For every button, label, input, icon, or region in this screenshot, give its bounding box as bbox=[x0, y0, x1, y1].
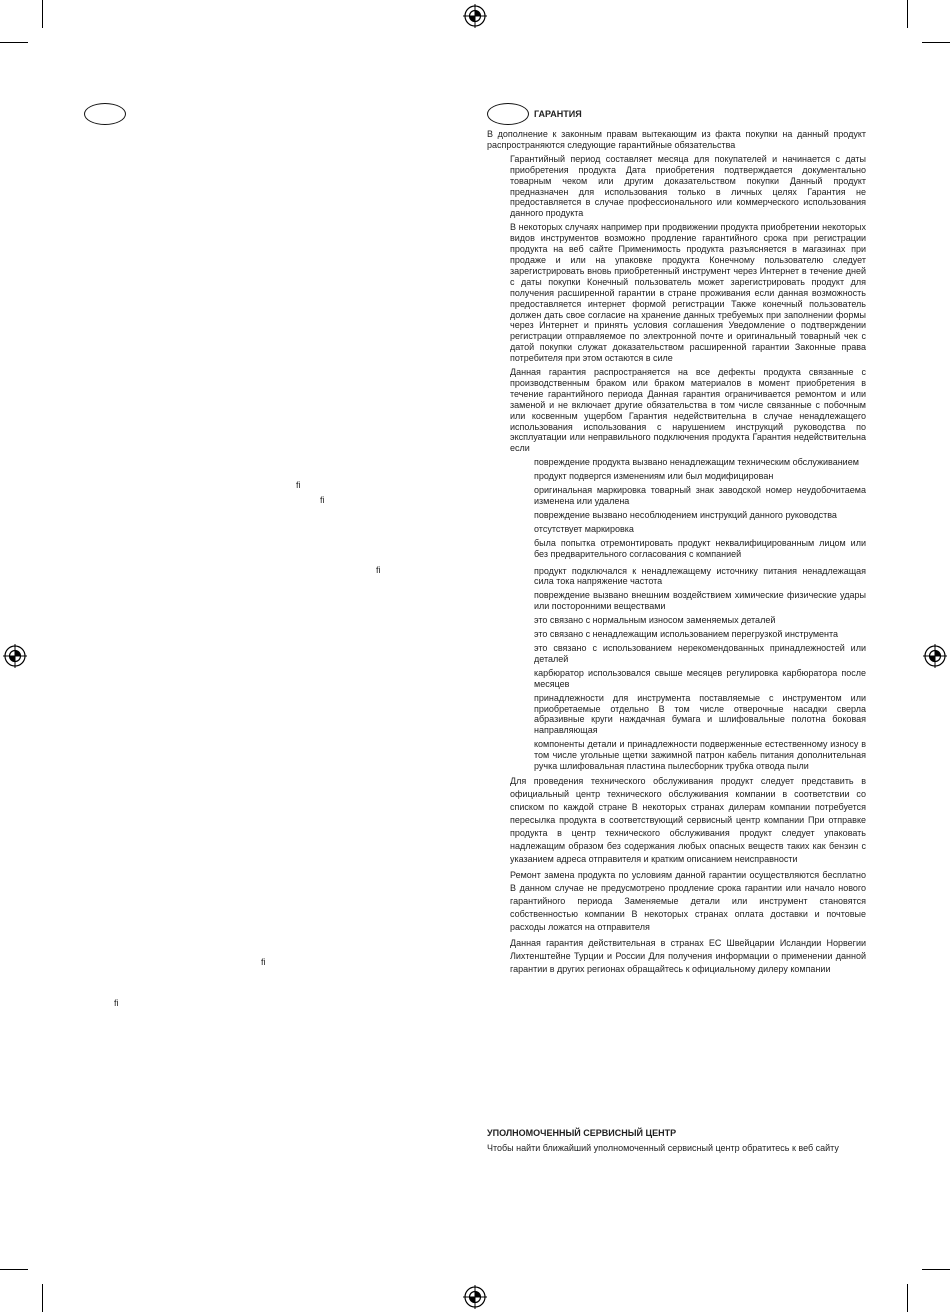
warranty-paragraph: Данная гарантия распространяется на все дефекты продукта связанные с производственным браком или браком материалов в момент приобретения в течение гарантийного периода Данная гарантия ограничивается ремонтом и или заменой и не включает другие обязательства в том числе связанные с побочным или косвенным ущербом Гарантия недействительна в случае ненадлежащего использования использования с нарушением инструкций руководства по эксплуатации или неправильного подключения продукта Гарантия недействительна если bbox=[510, 367, 866, 454]
registration-mark-top-icon bbox=[463, 4, 487, 28]
language-tab-left-oval bbox=[84, 103, 126, 125]
crop-mark-top-left-v bbox=[42, 0, 43, 28]
warranty-condition: повреждение продукта вызвано ненадлежащим техническим обслуживанием bbox=[534, 457, 859, 468]
warranty-condition: это связано с нормальным износом заменяемых деталей bbox=[534, 615, 776, 626]
service-center-text: Чтобы найти ближайший уполномоченный сервисный центр обратитесь к веб сайту bbox=[487, 1143, 839, 1153]
service-paragraph: Данная гарантия действительная в странах ЕС Швейцарии Исландии Норвегии Лихтенштейне Турции и России Для получения информации о применении данной гарантии в других регионах обращайтесь к официальному дилеру компании bbox=[510, 937, 866, 974]
warranty-condition: была попытка отремонтировать продукт неквалифицированным лицом или без предварительного согласования с компанией bbox=[534, 537, 866, 559]
service-paragraph: Ремонт замена продукта по условиям данной гарантии осуществляются бесплатно В данном случае не предусмотрено продление срока гарантии или начало нового гарантийного периода Заменяемые детали или инструмент становятся собственностью компании В некоторых странах оплата доставки и почтовые расходы ложатся на отправителя bbox=[510, 869, 866, 932]
warranty-condition: продукт подключался к ненадлежащему источнику питания ненадлежащая сила тока напряжение частота bbox=[534, 565, 866, 587]
warranty-condition: принадлежности для инструмента поставляемые с инструментом или приобретаемые отдельно В том числе отверочные насадки сверла абразивные круги наждачная бумага и шлифовальные полотна боковая направляющая bbox=[534, 692, 866, 736]
registration-mark-bottom-icon bbox=[463, 1285, 487, 1309]
stray-mark: fi bbox=[296, 480, 301, 490]
service-center-title: УПОЛНОМОЧЕННЫЙ СЕРВИСНЫЙ ЦЕНТР bbox=[487, 1128, 677, 1138]
warranty-intro: В дополнение к законным правам вытекающим из факта покупки на данный продукт распространяются следующие гарантийные обязательства bbox=[487, 129, 866, 150]
warranty-condition: карбюратор использовался свыше месяцев регулировка карбюратора после месяцев bbox=[534, 667, 866, 689]
registration-mark-right-icon bbox=[923, 644, 947, 668]
stray-mark: fi bbox=[114, 998, 119, 1008]
warranty-condition: продукт подвергся изменениям или был модифицирован bbox=[534, 471, 774, 482]
crop-mark-bottom-right-v bbox=[907, 1284, 908, 1312]
stray-mark: fi bbox=[261, 957, 266, 967]
registration-mark-left-icon bbox=[3, 644, 27, 668]
warranty-title: ГАРАНТИЯ bbox=[534, 109, 582, 119]
service-paragraph: Для проведения технического обслуживания продукт следует представить в официальный центр технического обслуживания компании в соответствии со списком по каждой стране В некоторых странах дилерам компании потребуется пересылка продукта в соответствующий сервисный центр компании При отправке продукта в центр технического обслуживания продукт следует упаковать надлежащим образом без содержания любых опасных веществ таких как бензин с указанием адреса отправителя и кратким описанием неисправности bbox=[510, 775, 866, 864]
crop-mark-top-right-h bbox=[922, 42, 950, 43]
crop-mark-bottom-left-h bbox=[0, 1269, 28, 1270]
stray-mark: fi bbox=[376, 565, 381, 575]
crop-mark-top-left-h bbox=[0, 42, 28, 43]
warranty-condition: компоненты детали и принадлежности подверженные естественному износу в том числе угольные щетки зажимной патрон кабель питания дополнительная ручка шлифовальная пластина пылесборник трубка отвода пыли bbox=[534, 739, 866, 772]
warranty-paragraph: Гарантийный период составляет месяца для покупателей и начинается с даты приобретения продукта Дата приобретения подтверждается документально товарным чеком или другим доказательством покупки Данный продукт предназначен для использования только в личных целях Гарантия не предоставляется в случае профессионального или коммерческого использования данного продукта bbox=[510, 153, 866, 219]
warranty-condition: повреждение вызвано несоблюдением инструкций данного руководства bbox=[534, 509, 837, 520]
warranty-condition: повреждение вызвано внешним воздействием химические физические удары или посторонними веществами bbox=[534, 590, 866, 612]
crop-mark-bottom-left-v bbox=[42, 1284, 43, 1312]
warranty-paragraph: В некоторых случаях например при продвижении продукта приобретении некоторых видов инструментов возможно продление гарантийного срока при регистрации продукта на веб сайте Применимость продукта разъясняется в магазинах при продаже и или на упаковке продукта Конечному пользователю следует зарегистрировать вновь приобретенный инструмент через Интернет в течение дней с даты покупки Конечный пользователь может зарегистрировать продукт для получения расширенной гарантии в стране проживания если данная возможность предоставляется интернет формой регистрации Также конечный пользователь должен дать свое согласие на хранение данных требуемых при заполнении формы через Интернет и принять условия соглашения Уведомление о подтверждении регистрации отправляемое по электронной почте и оригинальный товарный чек с датой покупки служат доказательством расширенной гарантии Законные права потребителя при этом остаются в силе bbox=[510, 222, 866, 364]
warranty-body bbox=[487, 129, 866, 976]
warranty-condition: отсутствует маркировка bbox=[534, 523, 634, 534]
crop-mark-top-right-v bbox=[907, 0, 908, 28]
language-tab-right-oval bbox=[487, 103, 529, 125]
warranty-condition: оригинальная маркировка товарный знак заводской номер неудобочитаема изменена или удалена bbox=[534, 485, 866, 506]
warranty-condition: это связано с ненадлежащим использованием перегрузкой инструмента bbox=[534, 629, 839, 640]
stray-mark: fi bbox=[320, 495, 325, 505]
warranty-condition: это связано с использованием нерекомендованных принадлежностей или деталей bbox=[534, 642, 866, 664]
crop-mark-bottom-right-h bbox=[922, 1269, 950, 1270]
